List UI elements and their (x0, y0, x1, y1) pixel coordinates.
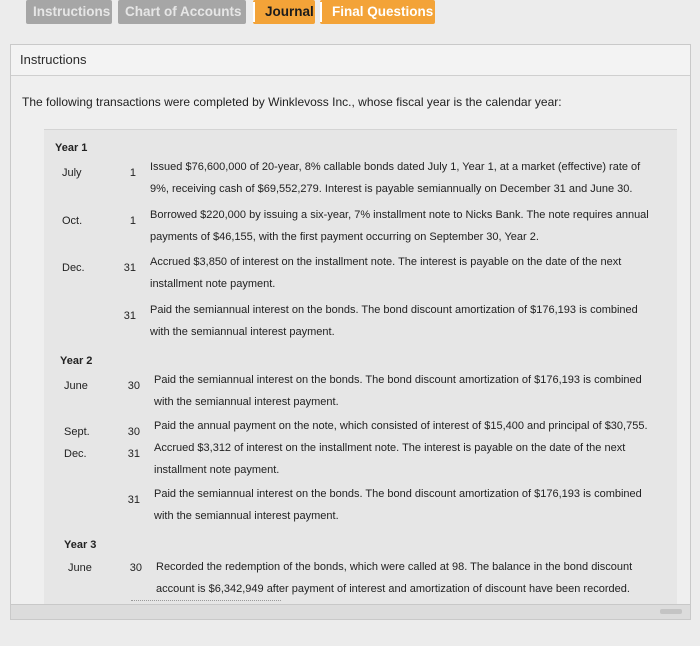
desc-line: 9%, receiving cash of $69,552,279. Interest is payable semiannually on December 31 and June 30. (150, 183, 633, 195)
day-label: 31 (123, 310, 136, 322)
tab-instructions[interactable]: Instructions (26, 0, 112, 24)
desc-line: Paid the semiannual interest on the bonds. The bond discount amortization of $176,193 is combined (150, 304, 638, 316)
desc-line: Paid the semiannual interest on the bonds. The bond discount amortization of $176,193 is combined (154, 488, 642, 500)
year-label: Year 2 (60, 355, 93, 367)
desc-line: installment note payment. (154, 464, 280, 476)
tab-final-questions-label: Final Questions (332, 4, 434, 19)
day-label: 30 (127, 426, 140, 438)
transaction-description (154, 415, 674, 437)
month-label: June (68, 562, 92, 574)
day-label: 31 (127, 448, 140, 460)
tab-chart-of-accounts[interactable]: Chart of Accounts (118, 0, 246, 24)
month-label: Dec. (62, 262, 85, 274)
desc-line: Accrued $3,312 of interest on the installment note. The interest is payable on the date of the next (154, 442, 626, 454)
desc-line: with the semiannual interest payment. (154, 396, 339, 408)
tab-notch (320, 2, 322, 22)
day-label: 30 (129, 562, 142, 574)
year-label: Year 1 (55, 142, 88, 154)
desc-line: Paid the annual payment on the note, which consisted of interest of $15,400 and principal of $30,755. (154, 420, 648, 432)
month-label: Sept. (64, 426, 90, 438)
cutoff-text-fragment (131, 600, 281, 605)
desc-line: Accrued $3,850 of interest on the installment note. The interest is payable on the date of the next (150, 256, 622, 268)
desc-line: payments of $46,155, with the first payment occurring on September 30, Year 2. (150, 231, 539, 243)
desc-line: Recorded the redemption of the bonds, which were called at 98. The balance in the bond discount (156, 561, 633, 573)
tab-notch (253, 2, 255, 22)
transaction-description (154, 437, 674, 481)
panel-header (11, 45, 690, 76)
day-label: 1 (129, 167, 136, 179)
transaction-description (150, 299, 670, 343)
horizontal-scrollbar[interactable] (11, 604, 690, 619)
transaction-description (154, 369, 674, 413)
month-label: Oct. (62, 215, 83, 227)
desc-line: Paid the semiannual interest on the bonds. The bond discount amortization of $176,193 is combined (154, 374, 642, 386)
tab-journal[interactable] (253, 0, 315, 24)
desc-line: Borrowed $220,000 by issuing a six-year, 7% installment note to Nicks Bank. The note requires annual (150, 209, 649, 221)
transaction-description (156, 556, 676, 600)
intro-text: The following transactions were completed by Winklevoss Inc., whose fiscal year is the calendar year: (22, 95, 562, 109)
day-label: 31 (127, 494, 140, 506)
transactions-table (44, 129, 677, 605)
tab-journal-label: Journal (265, 4, 314, 19)
month-label: July (62, 167, 82, 179)
transaction-description (150, 251, 670, 295)
month-label: Dec. (64, 448, 87, 460)
transaction-description (150, 156, 670, 200)
day-label: 30 (127, 380, 140, 392)
tab-final-questions[interactable] (320, 0, 435, 24)
transaction-description (154, 483, 674, 527)
desc-line: Issued $76,600,000 of 20-year, 8% callable bonds dated July 1, Year 1, at a market (effective) rate of (150, 161, 641, 173)
desc-line: with the semiannual interest payment. (154, 510, 339, 522)
desc-line: installment note payment. (150, 278, 276, 290)
desc-line: with the semiannual interest payment. (150, 326, 335, 338)
scroll-thumb[interactable] (660, 609, 682, 614)
day-label: 31 (123, 262, 136, 274)
instructions-panel (10, 44, 691, 620)
day-label: 1 (129, 215, 136, 227)
year-label: Year 3 (64, 539, 97, 551)
desc-line: account is $6,342,949 after payment of interest and amortization of discount have been recorded. (156, 583, 630, 595)
panel-title: Instructions (20, 52, 87, 67)
tab-bar (0, 0, 700, 30)
transaction-description (150, 204, 670, 248)
month-label: June (64, 380, 88, 392)
